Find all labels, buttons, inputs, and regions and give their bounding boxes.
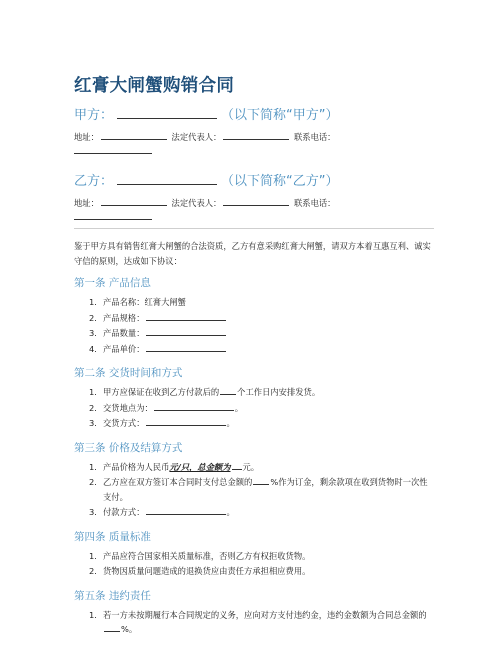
price-unit-total: 元/只，总金额为 <box>169 461 231 472</box>
deposit-percent-blank[interactable] <box>253 476 269 485</box>
party-b-phone-label: 联系电话： <box>293 198 336 208</box>
list-number: 1. <box>89 461 97 472</box>
total-blank[interactable] <box>232 461 242 470</box>
delivery-method-blank[interactable] <box>146 417 226 426</box>
price-pre: 产品价格为人民币 <box>103 461 170 472</box>
period: 。 <box>226 507 235 517</box>
period: 。 <box>226 418 235 428</box>
list-item <box>74 416 434 431</box>
quality-text-1: 产品应符合国家相关质量标准，否则乙方有权拒收货物。 <box>103 550 311 561</box>
list-number: 2. <box>89 402 97 413</box>
party-a-line <box>74 104 434 123</box>
list-number: 1. <box>89 609 97 620</box>
party-b-line <box>74 170 434 189</box>
section-3-list <box>74 460 434 520</box>
party-a-phone-blank[interactable] <box>74 145 152 154</box>
page-title: 红膏大闸蟹购销合同 <box>74 76 235 96</box>
product-qty-label: 产品数量： <box>103 328 145 338</box>
product-price-label: 产品单价： <box>103 343 145 354</box>
party-b-address-label: 地址： <box>74 198 99 208</box>
penalty-pre: 若一方未按期履行本合同规定的义务，应向对方支付违约金，违约金数额为合同总金额的 <box>103 609 427 620</box>
party-a-address-blank[interactable] <box>101 131 167 140</box>
section-4-title: 第四条 质量标准 <box>74 530 151 543</box>
divider <box>74 228 434 229</box>
quality-text-2: 货物因质量问题造成的退换货应由责任方承担相应费用。 <box>103 566 311 576</box>
list-item <box>74 311 434 326</box>
payment-method-blank[interactable] <box>146 506 226 515</box>
list-item <box>74 401 434 416</box>
delivery-place-label: 交货地点为： <box>103 402 153 413</box>
delivery-days-post: 个工作日内安排发货。 <box>237 387 321 397</box>
list-item <box>74 475 434 504</box>
list-number: 3. <box>89 507 97 517</box>
list-item <box>74 326 434 341</box>
party-b-rep-blank[interactable] <box>223 197 289 206</box>
product-name-text: 产品名称：红膏大闸蟹 <box>103 297 186 307</box>
list-number: 2. <box>89 566 97 576</box>
section-5-title: 第五条 违约责任 <box>74 589 151 602</box>
penalty-post: %。 <box>121 624 138 634</box>
list-item <box>74 295 434 310</box>
list-number: 3. <box>89 328 97 338</box>
list-item <box>74 385 434 400</box>
party-b-suffix: （以下简称“乙方”） <box>221 174 339 189</box>
party-a-phone-label: 联系电话： <box>293 132 336 142</box>
list-number: 4. <box>89 343 97 354</box>
list-number: 1. <box>89 550 97 561</box>
section-1-list <box>74 295 434 356</box>
list-item <box>74 608 434 637</box>
section-1-title: 第一条 产品信息 <box>74 277 151 289</box>
list-item <box>74 342 434 357</box>
payment-method-label: 付款方式： <box>103 507 145 517</box>
section-5-list <box>74 608 434 637</box>
party-b-label: 乙方： <box>74 174 114 189</box>
list-item <box>74 460 434 475</box>
party-a-rep-label: 法定代表人： <box>171 132 222 142</box>
section-2-title: 第二条 交货时间和方式 <box>74 367 183 379</box>
party-b-info <box>74 196 434 224</box>
delivery-place-blank[interactable] <box>154 402 234 411</box>
party-b-name-blank[interactable] <box>117 173 217 185</box>
delivery-days-pre: 甲方应保证在收到乙方付款后的 <box>103 387 220 397</box>
party-a-label: 甲方： <box>74 108 114 123</box>
section-3-title: 第三条 价格及结算方式 <box>74 441 183 454</box>
deposit-pre: 乙方应在双方签订本合同时支付总金额的 <box>103 477 253 487</box>
list-item <box>74 549 434 564</box>
party-a-address-label: 地址： <box>74 132 99 142</box>
party-b-address-blank[interactable] <box>101 197 167 206</box>
party-a-name-blank[interactable] <box>117 107 217 119</box>
product-qty-blank[interactable] <box>146 327 226 336</box>
party-b-rep-label: 法定代表人： <box>171 198 222 208</box>
period: 。 <box>234 402 244 413</box>
party-b-phone-blank[interactable] <box>74 211 152 220</box>
deposit-post: %作为订金，剩余款项在收到货物时一次性支付。 <box>103 477 428 502</box>
party-a-suffix: （以下简称“甲方”） <box>221 108 339 123</box>
list-number: 1. <box>89 297 97 307</box>
list-item <box>74 564 434 579</box>
product-spec-blank[interactable] <box>146 312 226 321</box>
product-price-blank[interactable] <box>146 343 226 352</box>
party-a-info <box>74 130 434 158</box>
list-number: 3. <box>89 418 97 428</box>
section-4-list <box>74 549 434 579</box>
intro-paragraph: 鉴于甲方具有销售红膏大闸蟹的合法资质，乙方有意采购红膏大闸蟹，请双方本着互惠互利、诚实守信的原则，达成如下协议： <box>74 241 431 266</box>
product-spec-label: 产品规格： <box>103 312 145 323</box>
list-item <box>74 505 434 520</box>
delivery-method-label: 交货方式： <box>103 418 145 428</box>
price-post: 元。 <box>242 461 260 472</box>
delivery-days-blank[interactable] <box>220 386 236 395</box>
penalty-percent-blank[interactable] <box>104 623 120 632</box>
list-number: 2. <box>89 477 97 487</box>
section-2-list <box>74 385 434 431</box>
list-number: 2. <box>89 312 97 323</box>
party-a-rep-blank[interactable] <box>223 131 289 140</box>
list-number: 1. <box>89 387 97 397</box>
